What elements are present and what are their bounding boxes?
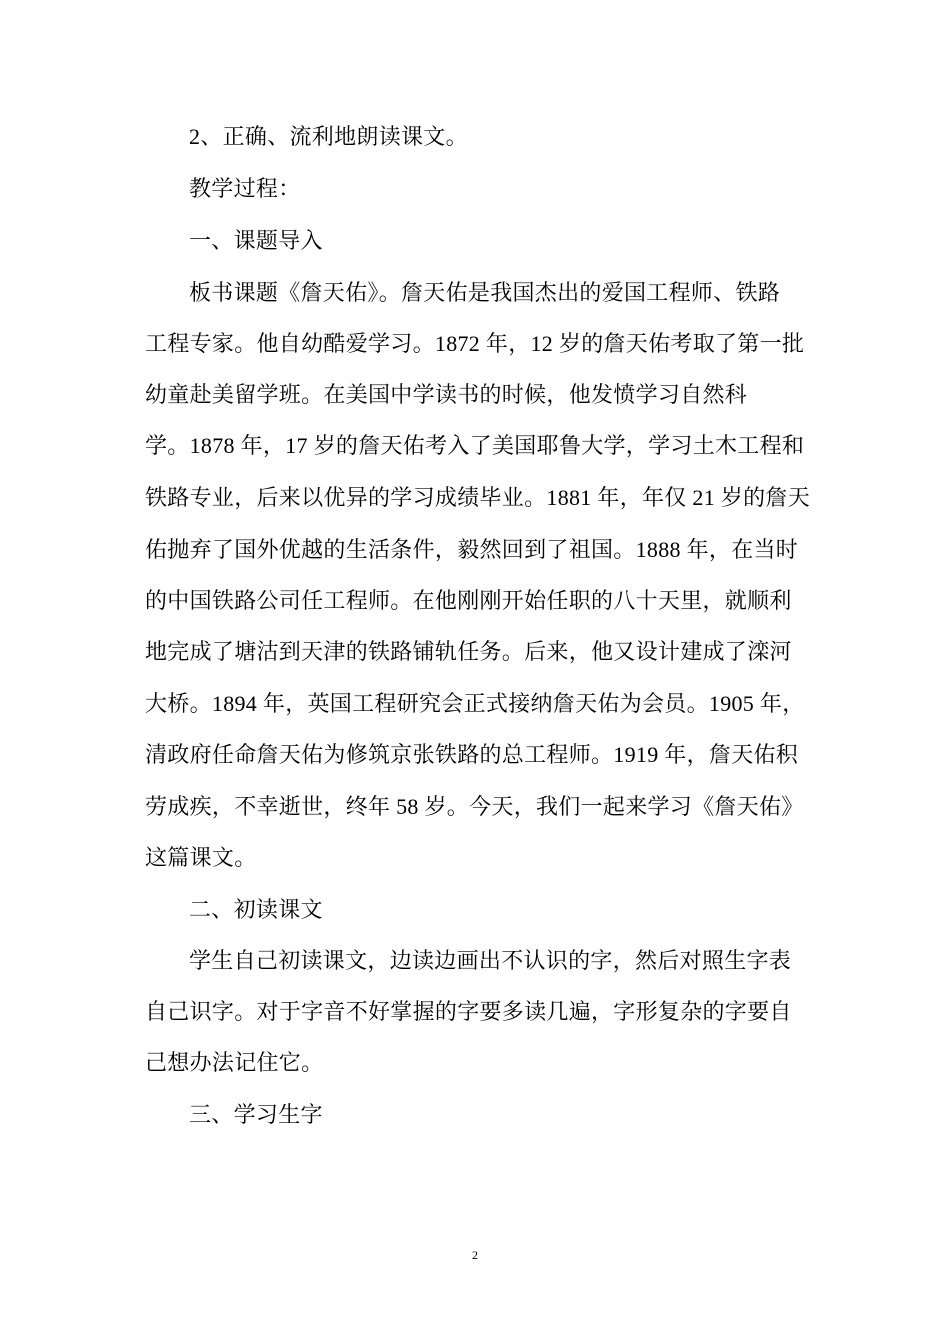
paragraph-line: 板书课题《詹天佑》。詹天佑是我国杰出的爱国工程师、铁路: [189, 280, 781, 305]
paragraph-line: 学。1878 年，17 岁的詹天佑考入了美国耶鲁大学，学习土木工程和: [145, 433, 805, 458]
section-heading: 一、课题导入: [189, 228, 323, 253]
section-heading: 三、学习生字: [189, 1102, 323, 1127]
section-heading: 教学过程：: [189, 176, 301, 201]
paragraph-line: 大桥。1894 年，英国工程研究会正式接纳詹天佑为会员。1905 年，: [145, 691, 805, 716]
paragraph-line: 劳成疾，不幸逝世，终年 58 岁。今天，我们一起来学习《詹天佑》: [145, 794, 804, 819]
paragraph-line: 自己识字。对于字音不好掌握的字要多读几遍，字形复杂的字要自: [145, 999, 792, 1024]
page-number: 2: [472, 1248, 478, 1262]
paragraph-line: 学生自己初读课文，边读边画出不认识的字，然后对照生字表: [189, 948, 792, 973]
paragraph-line: 的中国铁路公司任工程师。在他刚刚开始任职的八十天里，就顺利: [145, 588, 792, 613]
objective-item: 2、正确、流利地朗读课文。: [189, 124, 468, 149]
paragraph-line: 清政府任命詹天佑为修筑京张铁路的总工程师。1919 年，詹天佑积: [145, 742, 799, 767]
paragraph-line: 佑抛弃了国外优越的生活条件，毅然回到了祖国。1888 年，在当时: [145, 537, 799, 562]
paragraph-line: 铁路专业，后来以优异的学习成绩毕业。1881 年，年仅 21 岁的詹天: [145, 485, 811, 510]
paragraph-line: 这篇课文。: [145, 845, 257, 870]
paragraph-line: 幼童赴美留学班。在美国中学读书的时候，他发愤学习自然科: [145, 382, 748, 407]
paragraph-line: 己想办法记住它。: [145, 1050, 324, 1075]
paragraph-line: 地完成了塘沽到天津的铁路铺轨任务。后来，他又设计建成了滦河: [145, 639, 792, 664]
section-heading: 二、初读课文: [189, 897, 323, 922]
paragraph-line: 工程专家。他自幼酷爱学习。1872 年，12 岁的詹天佑考取了第一批: [145, 331, 805, 356]
